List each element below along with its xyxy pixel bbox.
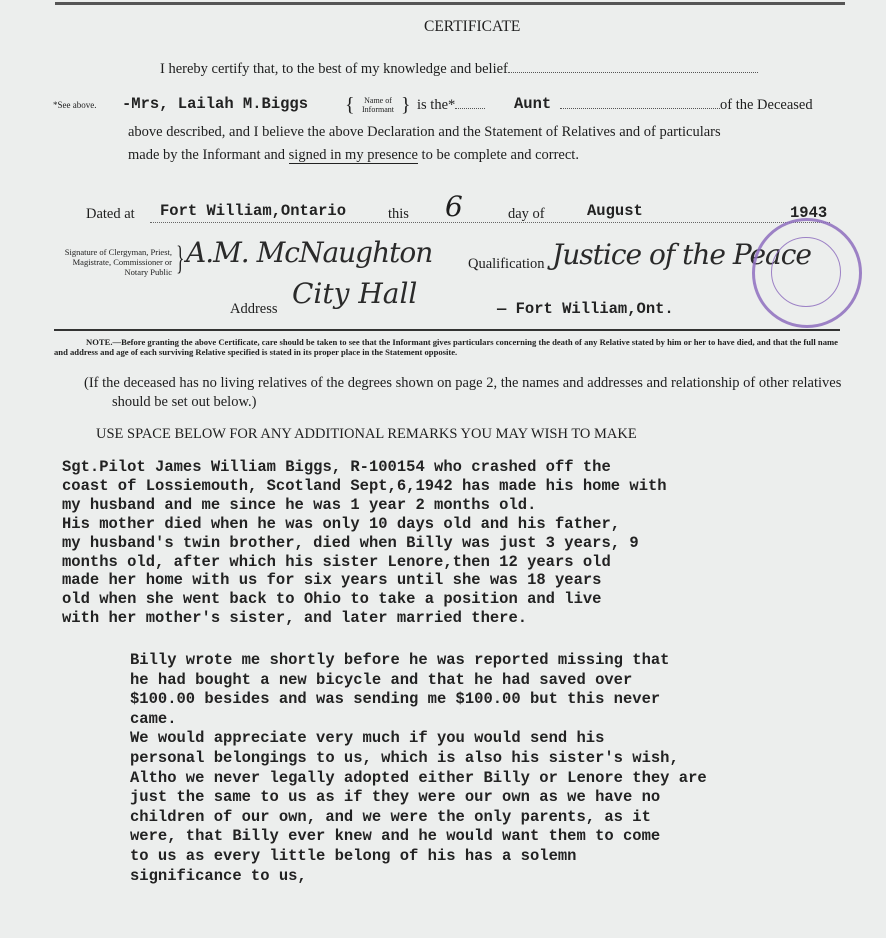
remarks-line: were, that Billy ever knew and he would want them to come bbox=[130, 827, 661, 846]
remarks-line: months old, after which his sister Lenore,then 12 years old bbox=[62, 552, 611, 571]
remarks-line: to us as every little belong of his has a solemn bbox=[130, 847, 577, 865]
remarks-line: coast of Lossiemouth, Scotland Sept,6,1942 has made his home with bbox=[62, 476, 667, 495]
name-of-informant-label: Name of Informant bbox=[362, 96, 394, 114]
brace: { bbox=[345, 94, 355, 116]
dated-at-label: Dated at bbox=[86, 206, 135, 222]
remarks-line: my husband's twin brother, died when Billy was just 3 years, 9 bbox=[62, 533, 639, 552]
signature-handwritten: A.M. McNaughton bbox=[186, 236, 433, 269]
see-above-note: *See above. bbox=[53, 100, 97, 110]
certify-line-3: made by the Informant and signed in my presence to be complete and correct. bbox=[128, 147, 579, 163]
remarks-line: old when she went back to Ohio to take a position and live bbox=[62, 590, 602, 609]
section-rule bbox=[54, 329, 840, 331]
justice-of-peace-stamp bbox=[752, 218, 862, 328]
remarks-line: Billy wrote me shortly before he was reported missing that bbox=[130, 651, 670, 669]
remarks-line: Sgt.Pilot James William Biggs, R-100154 who crashed off the bbox=[62, 458, 611, 476]
remarks-line: came. bbox=[130, 709, 177, 728]
dated-at-place: Fort William,Ontario bbox=[160, 202, 347, 220]
relationship: Aunt bbox=[514, 95, 552, 113]
note-text: NOTE.—Before granting the above Certificate, care should be taken to see that the Informant gives particulars concerning the death of any Relative stated by him or her to have died, and that the full name and address and age of each surviving Relative specified is stated in its proper place in the Statement opposite. bbox=[54, 337, 838, 357]
instruction-text: (If the deceased has no living relatives of the degrees shown on page 2, the names and addresses and relationship of other relatives should be set out below.) bbox=[84, 375, 842, 410]
brace: } bbox=[401, 94, 411, 116]
informant-name: -Mrs, Lailah M.Biggs bbox=[122, 95, 309, 113]
address-typed: — Fort William,Ont. bbox=[497, 300, 674, 318]
stamp-inner-ring bbox=[771, 237, 841, 307]
signature-label: Signature of Clergyman, Priest, Magistrate, Commissioner or Notary Public bbox=[64, 247, 172, 277]
remarks-line: Altho we never legally adopted either Billy or Lenore they are bbox=[130, 768, 707, 787]
certify-line-2: above described, and I believe the above Declaration and the Statement of Relatives and of particulars bbox=[128, 124, 721, 140]
dotted-rule bbox=[150, 222, 830, 223]
qualification-handwritten: Justice of the Peace bbox=[552, 238, 811, 271]
year: 1943 bbox=[790, 204, 828, 222]
of-the-deceased: of the Deceased bbox=[560, 97, 813, 114]
remarks-line: children of our own, and we were the only parents, as it bbox=[130, 807, 651, 826]
month: August bbox=[587, 202, 643, 220]
remarks-line: with her mother's sister, and later married there. bbox=[62, 609, 528, 628]
remarks-line: he had bought a new bicycle and that he had saved over bbox=[130, 670, 633, 689]
brace: } bbox=[176, 240, 185, 277]
remarks-line: just the same to us as if they were our own as we have no bbox=[130, 788, 661, 807]
address-label: Address bbox=[230, 301, 278, 317]
remarks-heading: USE SPACE BELOW FOR ANY ADDITIONAL REMARKS YOU MAY WISH TO MAKE bbox=[96, 426, 637, 442]
address-handwritten: City Hall bbox=[292, 277, 418, 310]
remarks-line: made her home with us for six years until she was 18 years bbox=[62, 571, 602, 590]
remarks-line: personal belongings to us, which is also his sister's wish, bbox=[130, 749, 679, 767]
certify-line: I hereby certify that, to the best of my knowledge and belief bbox=[160, 61, 758, 78]
day-of-label: day of bbox=[508, 206, 545, 222]
remarks-line: His mother died when he was only 10 days old and his father, bbox=[62, 514, 621, 533]
remarks-line: We would appreciate very much if you would send his bbox=[130, 729, 605, 748]
certificate-title: CERTIFICATE bbox=[424, 18, 521, 35]
qualification-label: Qualification bbox=[468, 256, 545, 272]
this-label: this bbox=[388, 206, 409, 222]
remarks-line: my husband and me since he was 1 year 2 months old. bbox=[62, 495, 537, 514]
top-rule bbox=[55, 2, 845, 5]
remarks-line: $100.00 besides and was sending me $100.00 but this never bbox=[130, 690, 661, 709]
remarks-line: significance to us, bbox=[130, 866, 307, 885]
day-handwritten: 6 bbox=[445, 190, 463, 223]
is-the-label: is the* bbox=[417, 97, 485, 114]
